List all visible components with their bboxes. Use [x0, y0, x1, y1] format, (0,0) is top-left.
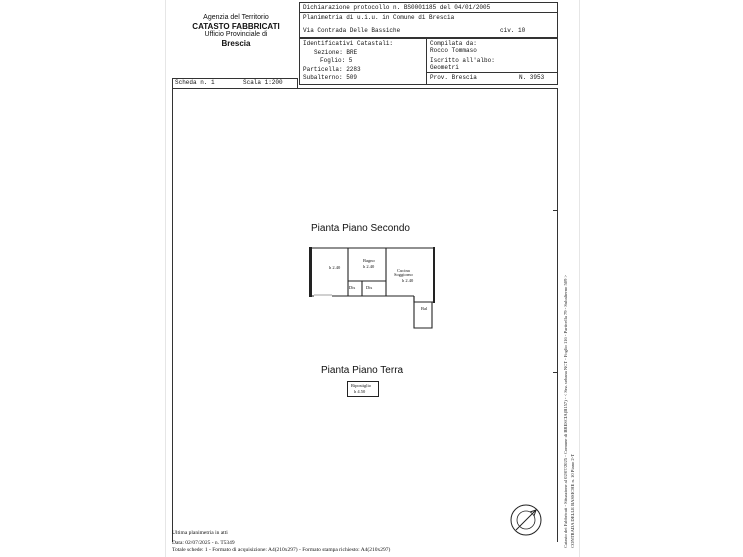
dis-1-label: Dis	[349, 285, 356, 290]
document-page	[165, 0, 580, 557]
sezione-text: Sezione: BRE	[314, 49, 358, 56]
ufficio-city: Brescia	[221, 39, 251, 48]
scheda-text: Scheda n. 1	[175, 79, 215, 86]
bagno-height: h 2.40	[363, 264, 375, 269]
identificativi-title: Identificativi Catastali:	[303, 40, 394, 47]
margin-tick	[553, 372, 557, 373]
iscritto-label: Iscritto all'albo:	[430, 57, 495, 64]
address-text: Via Contrada Delle Bassiche	[303, 27, 401, 34]
compilata-label: Compilata da:	[430, 40, 477, 47]
compilata-box	[426, 38, 558, 85]
north-arrow-icon	[506, 500, 546, 540]
ufficio-label: Ufficio Provinciale di	[204, 31, 268, 38]
agency-name: Agenzia del Territorio	[203, 14, 269, 21]
second-floor-title: Pianta Piano Secondo	[311, 223, 410, 234]
cucina-height: h 2.40	[402, 278, 414, 283]
ground-floor-title: Pianta Piano Terra	[321, 365, 404, 376]
cucina-sub: Soggiorno	[394, 272, 413, 277]
identificativi-box	[299, 38, 427, 85]
footer-date: Data: 02/07/2025 - n. T5349	[172, 540, 235, 546]
particella-text: Particella: 2283	[303, 66, 361, 73]
ultima-planimetria: Ultima planimetria in atti	[172, 530, 228, 536]
footer-totale: Totale schede: 1 - Formato di acquisizione: A4(210x297) - Formato stampa richiesto: A4(210x297)	[172, 547, 391, 553]
ripostiglio-label: Ripostiglio	[351, 383, 372, 388]
cucina-label: Cucina	[397, 268, 410, 273]
margin-tick	[553, 210, 557, 211]
civic-number: civ. 10	[500, 27, 526, 34]
prov-text: Prov. Brescia	[430, 74, 477, 81]
side-text-line2: CONTRADA DELLE BASSICHE n. 10 Piano 2-T	[570, 453, 575, 548]
header-box	[299, 2, 558, 38]
side-text-line1: Catasto dei Fabbricati - Situazione al 02/07/2025 - Comune di BRESCIA(B157) - < Sez. urbana NCT - Foglio 116 - Particella 79 - Subalterno 509 >	[563, 274, 568, 548]
foglio-text: Foglio: 5	[320, 57, 353, 64]
scala-text: Scala 1:200	[243, 79, 283, 86]
subalterno-text: Subalterno: 509	[303, 74, 358, 81]
room-left-height: h 2.40	[329, 265, 341, 270]
balcony-label: Bal	[421, 306, 428, 311]
dis-2-label: Dis	[366, 285, 373, 290]
albo-number: N. 3953	[519, 74, 545, 81]
planimetria-text: Planimetria di u.i.u. in Comune di Brescia	[303, 14, 455, 21]
dichiarazione-text: Dichiarazione protocollo n. BS0001185 del 04/01/2005	[303, 4, 491, 11]
agency-block	[176, 14, 296, 48]
bagno-label: Bagno	[363, 258, 375, 263]
albo-text: Geometri	[430, 64, 459, 71]
catasto-title: CATASTO FABBRICATI	[192, 22, 280, 31]
compilata-name: Rocco Tommaso	[430, 47, 477, 54]
compilata-divider	[427, 72, 557, 73]
ripostiglio-height: h 4.50	[354, 389, 366, 394]
header-divider	[300, 12, 557, 13]
